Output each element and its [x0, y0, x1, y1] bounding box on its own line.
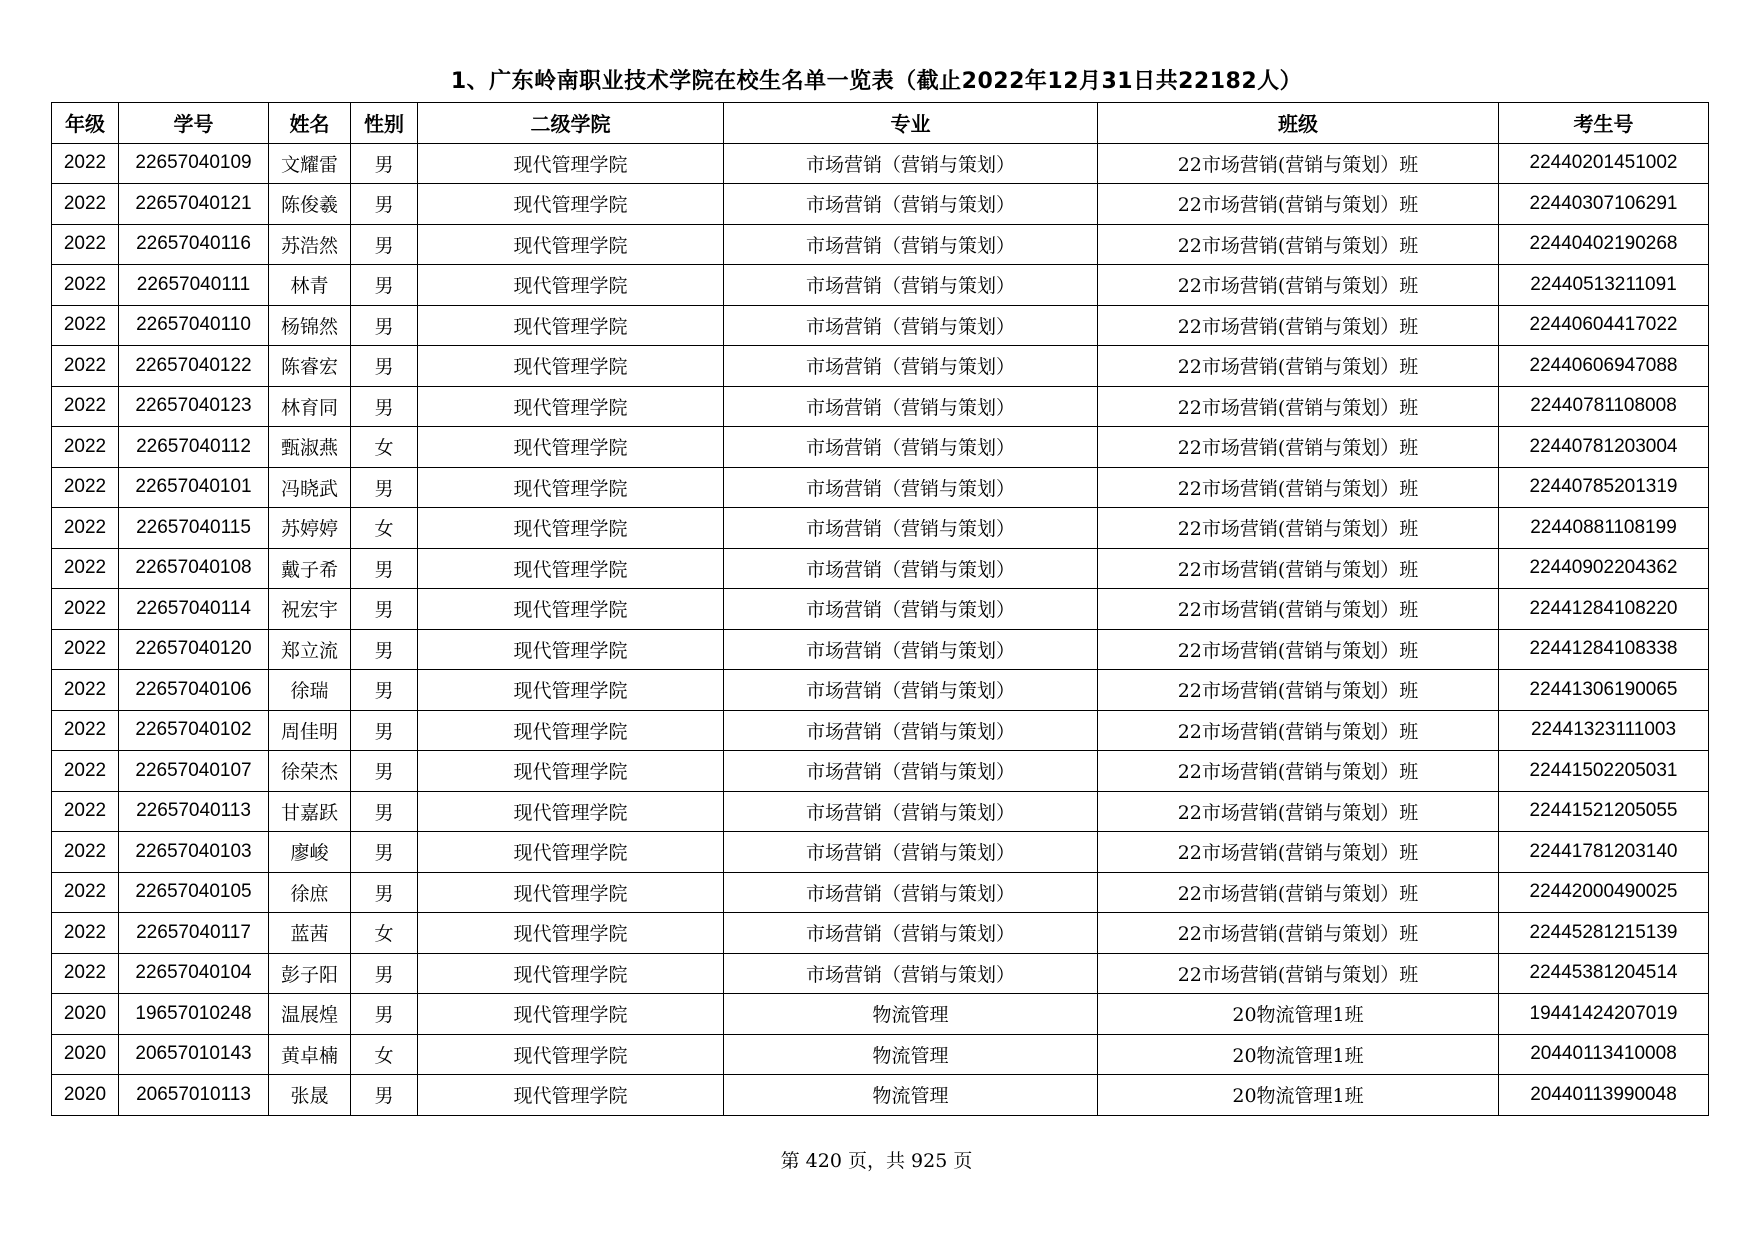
- cell-class: 20物流管理1班: [1098, 994, 1499, 1035]
- cell-college: 现代管理学院: [418, 265, 724, 306]
- cell-name: 苏婷婷: [269, 508, 351, 549]
- cell-major: 市场营销（营销与策划）: [724, 710, 1098, 751]
- cell-major: 市场营销（营销与策划）: [724, 184, 1098, 225]
- table-row: [52, 224, 1709, 265]
- cell-college: 现代管理学院: [418, 346, 724, 387]
- cell-grade: 2022: [52, 832, 119, 873]
- table-row: [52, 629, 1709, 670]
- table-row: [52, 670, 1709, 711]
- cell-gender: 男: [351, 670, 418, 711]
- cell-student-id: 20657010113: [119, 1075, 269, 1116]
- cell-name: 张晟: [269, 1075, 351, 1116]
- page-title: 1、广东岭南职业技术学院在校生名单一览表（截止2022年12月31日共22182人）: [450, 69, 1303, 94]
- cell-name: 徐荣杰: [269, 751, 351, 792]
- cell-exam-number: 20440113410008: [1499, 1034, 1709, 1075]
- cell-grade: 2022: [52, 589, 119, 630]
- cell-gender: 男: [351, 1075, 418, 1116]
- cell-grade: 2022: [52, 629, 119, 670]
- cell-college: 现代管理学院: [418, 589, 724, 630]
- cell-name: 郑立流: [269, 629, 351, 670]
- table-row: [52, 832, 1709, 873]
- page-number: 第 420 页，共 925 页: [780, 1150, 973, 1172]
- cell-student-id: 22657040103: [119, 832, 269, 873]
- cell-major: 物流管理: [724, 994, 1098, 1035]
- cell-major: 市场营销（营销与策划）: [724, 791, 1098, 832]
- cell-grade: 2020: [52, 1034, 119, 1075]
- cell-college: 现代管理学院: [418, 670, 724, 711]
- cell-exam-number: 22441502205031: [1499, 751, 1709, 792]
- cell-exam-number: 19441424207019: [1499, 994, 1709, 1035]
- cell-major: 市场营销（营销与策划）: [724, 548, 1098, 589]
- cell-class: 22市场营销(营销与策划）班: [1098, 872, 1499, 913]
- cell-grade: 2022: [52, 386, 119, 427]
- table-body: [52, 143, 1709, 1115]
- cell-exam-number: 22440402190268: [1499, 224, 1709, 265]
- cell-gender: 男: [351, 386, 418, 427]
- cell-exam-number: 22440201451002: [1499, 143, 1709, 184]
- cell-class: 22市场营销(营销与策划）班: [1098, 629, 1499, 670]
- table-row: [52, 265, 1709, 306]
- cell-class: 20物流管理1班: [1098, 1075, 1499, 1116]
- cell-student-id: 22657040122: [119, 346, 269, 387]
- cell-student-id: 22657040114: [119, 589, 269, 630]
- header-college: 二级学院: [418, 103, 724, 144]
- cell-grade: 2022: [52, 224, 119, 265]
- cell-class: 22市场营销(营销与策划）班: [1098, 305, 1499, 346]
- cell-gender: 男: [351, 953, 418, 994]
- table-row: [52, 1034, 1709, 1075]
- cell-class: 22市场营销(营销与策划）班: [1098, 589, 1499, 630]
- cell-gender: 男: [351, 265, 418, 306]
- cell-major: 市场营销（营销与策划）: [724, 305, 1098, 346]
- table-row: [52, 427, 1709, 468]
- cell-college: 现代管理学院: [418, 994, 724, 1035]
- cell-exam-number: 22440606947088: [1499, 346, 1709, 387]
- cell-exam-number: 22440307106291: [1499, 184, 1709, 225]
- cell-grade: 2022: [52, 872, 119, 913]
- cell-class: 22市场营销(营销与策划）班: [1098, 346, 1499, 387]
- cell-name: 徐庶: [269, 872, 351, 913]
- header-name: 姓名: [269, 103, 351, 144]
- cell-gender: 男: [351, 710, 418, 751]
- cell-class: 22市场营销(营销与策划）班: [1098, 832, 1499, 873]
- cell-college: 现代管理学院: [418, 184, 724, 225]
- table-row: [52, 346, 1709, 387]
- cell-exam-number: 22440785201319: [1499, 467, 1709, 508]
- cell-name: 祝宏宇: [269, 589, 351, 630]
- cell-name: 杨锦然: [269, 305, 351, 346]
- table-row: [52, 305, 1709, 346]
- cell-class: 22市场营销(营销与策划）班: [1098, 953, 1499, 994]
- table-row: [52, 184, 1709, 225]
- cell-student-id: 22657040120: [119, 629, 269, 670]
- cell-exam-number: 22440902204362: [1499, 548, 1709, 589]
- table-row: [52, 751, 1709, 792]
- cell-gender: 男: [351, 629, 418, 670]
- cell-gender: 男: [351, 548, 418, 589]
- table-row: [52, 1075, 1709, 1116]
- table-row: [52, 953, 1709, 994]
- cell-name: 周佳明: [269, 710, 351, 751]
- cell-gender: 男: [351, 589, 418, 630]
- cell-grade: 2022: [52, 548, 119, 589]
- cell-name: 蓝茜: [269, 913, 351, 954]
- cell-student-id: 22657040108: [119, 548, 269, 589]
- cell-exam-number: 22440781203004: [1499, 427, 1709, 468]
- cell-major: 市场营销（营销与策划）: [724, 467, 1098, 508]
- cell-student-id: 22657040106: [119, 670, 269, 711]
- cell-college: 现代管理学院: [418, 791, 724, 832]
- cell-class: 20物流管理1班: [1098, 1034, 1499, 1075]
- header-gender: 性别: [351, 103, 418, 144]
- cell-exam-number: 22441521205055: [1499, 791, 1709, 832]
- cell-student-id: 22657040102: [119, 710, 269, 751]
- cell-grade: 2022: [52, 143, 119, 184]
- cell-major: 物流管理: [724, 1034, 1098, 1075]
- cell-class: 22市场营销(营销与策划）班: [1098, 224, 1499, 265]
- cell-major: 市场营销（营销与策划）: [724, 953, 1098, 994]
- cell-grade: 2022: [52, 305, 119, 346]
- cell-name: 冯晓武: [269, 467, 351, 508]
- cell-major: 市场营销（营销与策划）: [724, 508, 1098, 549]
- cell-class: 22市场营销(营销与策划）班: [1098, 710, 1499, 751]
- cell-student-id: 20657010143: [119, 1034, 269, 1075]
- cell-major: 物流管理: [724, 1075, 1098, 1116]
- cell-student-id: 22657040123: [119, 386, 269, 427]
- table-row: [52, 994, 1709, 1035]
- cell-major: 市场营销（营销与策划）: [724, 832, 1098, 873]
- cell-name: 戴子希: [269, 548, 351, 589]
- cell-college: 现代管理学院: [418, 629, 724, 670]
- cell-major: 市场营销（营销与策划）: [724, 670, 1098, 711]
- table-row: [52, 913, 1709, 954]
- cell-exam-number: 22440881108199: [1499, 508, 1709, 549]
- cell-major: 市场营销（营销与策划）: [724, 265, 1098, 306]
- cell-grade: 2022: [52, 265, 119, 306]
- cell-student-id: 22657040117: [119, 913, 269, 954]
- cell-gender: 男: [351, 224, 418, 265]
- cell-grade: 2022: [52, 467, 119, 508]
- cell-major: 市场营销（营销与策划）: [724, 143, 1098, 184]
- cell-gender: 男: [351, 994, 418, 1035]
- cell-student-id: 22657040107: [119, 751, 269, 792]
- cell-name: 廖峻: [269, 832, 351, 873]
- cell-major: 市场营销（营销与策划）: [724, 427, 1098, 468]
- cell-exam-number: 22440781108008: [1499, 386, 1709, 427]
- cell-college: 现代管理学院: [418, 832, 724, 873]
- cell-class: 22市场营销(营销与策划）班: [1098, 791, 1499, 832]
- cell-major: 市场营销（营销与策划）: [724, 872, 1098, 913]
- cell-exam-number: 22440604417022: [1499, 305, 1709, 346]
- cell-name: 林青: [269, 265, 351, 306]
- cell-gender: 女: [351, 508, 418, 549]
- cell-name: 甘嘉跃: [269, 791, 351, 832]
- cell-student-id: 22657040115: [119, 508, 269, 549]
- cell-class: 22市场营销(营销与策划）班: [1098, 467, 1499, 508]
- cell-class: 22市场营销(营销与策划）班: [1098, 265, 1499, 306]
- cell-exam-number: 20440113990048: [1499, 1075, 1709, 1116]
- cell-gender: 男: [351, 143, 418, 184]
- table-row: [52, 467, 1709, 508]
- cell-class: 22市场营销(营销与策划）班: [1098, 427, 1499, 468]
- table-header-row: [52, 103, 1709, 144]
- cell-major: 市场营销（营销与策划）: [724, 751, 1098, 792]
- cell-college: 现代管理学院: [418, 224, 724, 265]
- cell-college: 现代管理学院: [418, 467, 724, 508]
- cell-gender: 男: [351, 832, 418, 873]
- cell-college: 现代管理学院: [418, 872, 724, 913]
- cell-college: 现代管理学院: [418, 710, 724, 751]
- cell-major: 市场营销（营销与策划）: [724, 913, 1098, 954]
- cell-student-id: 22657040105: [119, 872, 269, 913]
- cell-class: 22市场营销(营销与策划）班: [1098, 143, 1499, 184]
- cell-student-id: 19657010248: [119, 994, 269, 1035]
- cell-gender: 男: [351, 305, 418, 346]
- cell-exam-number: 22441284108338: [1499, 629, 1709, 670]
- cell-name: 温展煌: [269, 994, 351, 1035]
- cell-name: 徐瑞: [269, 670, 351, 711]
- cell-student-id: 22657040110: [119, 305, 269, 346]
- header-exam-number: 考生号: [1499, 103, 1709, 144]
- header-student-id: 学号: [119, 103, 269, 144]
- cell-exam-number: 22440513211091: [1499, 265, 1709, 306]
- cell-student-id: 22657040104: [119, 953, 269, 994]
- cell-class: 22市场营销(营销与策划）班: [1098, 508, 1499, 549]
- table-row: [52, 872, 1709, 913]
- cell-student-id: 22657040109: [119, 143, 269, 184]
- cell-exam-number: 22441781203140: [1499, 832, 1709, 873]
- cell-grade: 2022: [52, 184, 119, 225]
- cell-class: 22市场营销(营销与策划）班: [1098, 386, 1499, 427]
- cell-exam-number: 22441323111003: [1499, 710, 1709, 751]
- cell-college: 现代管理学院: [418, 1034, 724, 1075]
- cell-college: 现代管理学院: [418, 427, 724, 468]
- cell-name: 甄淑燕: [269, 427, 351, 468]
- cell-name: 黄卓楠: [269, 1034, 351, 1075]
- cell-grade: 2022: [52, 710, 119, 751]
- cell-college: 现代管理学院: [418, 386, 724, 427]
- header-class: 班级: [1098, 103, 1499, 144]
- cell-college: 现代管理学院: [418, 751, 724, 792]
- header-grade: 年级: [52, 103, 119, 144]
- cell-college: 现代管理学院: [418, 913, 724, 954]
- cell-exam-number: 22441306190065: [1499, 670, 1709, 711]
- cell-major: 市场营销（营销与策划）: [724, 589, 1098, 630]
- cell-major: 市场营销（营销与策划）: [724, 629, 1098, 670]
- table-row: [52, 386, 1709, 427]
- cell-gender: 男: [351, 872, 418, 913]
- cell-student-id: 22657040111: [119, 265, 269, 306]
- cell-college: 现代管理学院: [418, 1075, 724, 1116]
- table-row: [52, 548, 1709, 589]
- cell-gender: 女: [351, 1034, 418, 1075]
- cell-gender: 男: [351, 346, 418, 387]
- cell-student-id: 22657040116: [119, 224, 269, 265]
- student-roster-table: [51, 102, 1709, 1116]
- cell-grade: 2022: [52, 953, 119, 994]
- cell-grade: 2022: [52, 427, 119, 468]
- cell-exam-number: 22442000490025: [1499, 872, 1709, 913]
- cell-gender: 女: [351, 427, 418, 468]
- cell-gender: 男: [351, 751, 418, 792]
- table-row: [52, 791, 1709, 832]
- cell-class: 22市场营销(营销与策划）班: [1098, 913, 1499, 954]
- cell-class: 22市场营销(营销与策划）班: [1098, 751, 1499, 792]
- cell-name: 文耀雷: [269, 143, 351, 184]
- cell-student-id: 22657040121: [119, 184, 269, 225]
- cell-college: 现代管理学院: [418, 143, 724, 184]
- cell-major: 市场营销（营销与策划）: [724, 346, 1098, 387]
- cell-grade: 2022: [52, 508, 119, 549]
- cell-grade: 2020: [52, 1075, 119, 1116]
- cell-exam-number: 22441284108220: [1499, 589, 1709, 630]
- cell-name: 彭子阳: [269, 953, 351, 994]
- cell-name: 苏浩然: [269, 224, 351, 265]
- cell-name: 林育同: [269, 386, 351, 427]
- cell-class: 22市场营销(营销与策划）班: [1098, 548, 1499, 589]
- cell-grade: 2022: [52, 751, 119, 792]
- cell-gender: 男: [351, 791, 418, 832]
- header-major: 专业: [724, 103, 1098, 144]
- table-row: [52, 508, 1709, 549]
- cell-class: 22市场营销(营销与策划）班: [1098, 670, 1499, 711]
- cell-college: 现代管理学院: [418, 508, 724, 549]
- cell-student-id: 22657040112: [119, 427, 269, 468]
- cell-grade: 2022: [52, 913, 119, 954]
- cell-student-id: 22657040101: [119, 467, 269, 508]
- cell-gender: 男: [351, 184, 418, 225]
- cell-grade: 2022: [52, 346, 119, 387]
- cell-grade: 2022: [52, 670, 119, 711]
- cell-name: 陈睿宏: [269, 346, 351, 387]
- cell-grade: 2022: [52, 791, 119, 832]
- table-row: [52, 143, 1709, 184]
- cell-gender: 男: [351, 467, 418, 508]
- cell-major: 市场营销（营销与策划）: [724, 386, 1098, 427]
- cell-exam-number: 22445281215139: [1499, 913, 1709, 954]
- cell-name: 陈俊羲: [269, 184, 351, 225]
- table-row: [52, 710, 1709, 751]
- cell-grade: 2020: [52, 994, 119, 1035]
- table-row: [52, 589, 1709, 630]
- cell-college: 现代管理学院: [418, 548, 724, 589]
- cell-college: 现代管理学院: [418, 305, 724, 346]
- cell-major: 市场营销（营销与策划）: [724, 224, 1098, 265]
- cell-exam-number: 22445381204514: [1499, 953, 1709, 994]
- cell-gender: 女: [351, 913, 418, 954]
- cell-class: 22市场营销(营销与策划）班: [1098, 184, 1499, 225]
- cell-student-id: 22657040113: [119, 791, 269, 832]
- cell-college: 现代管理学院: [418, 953, 724, 994]
